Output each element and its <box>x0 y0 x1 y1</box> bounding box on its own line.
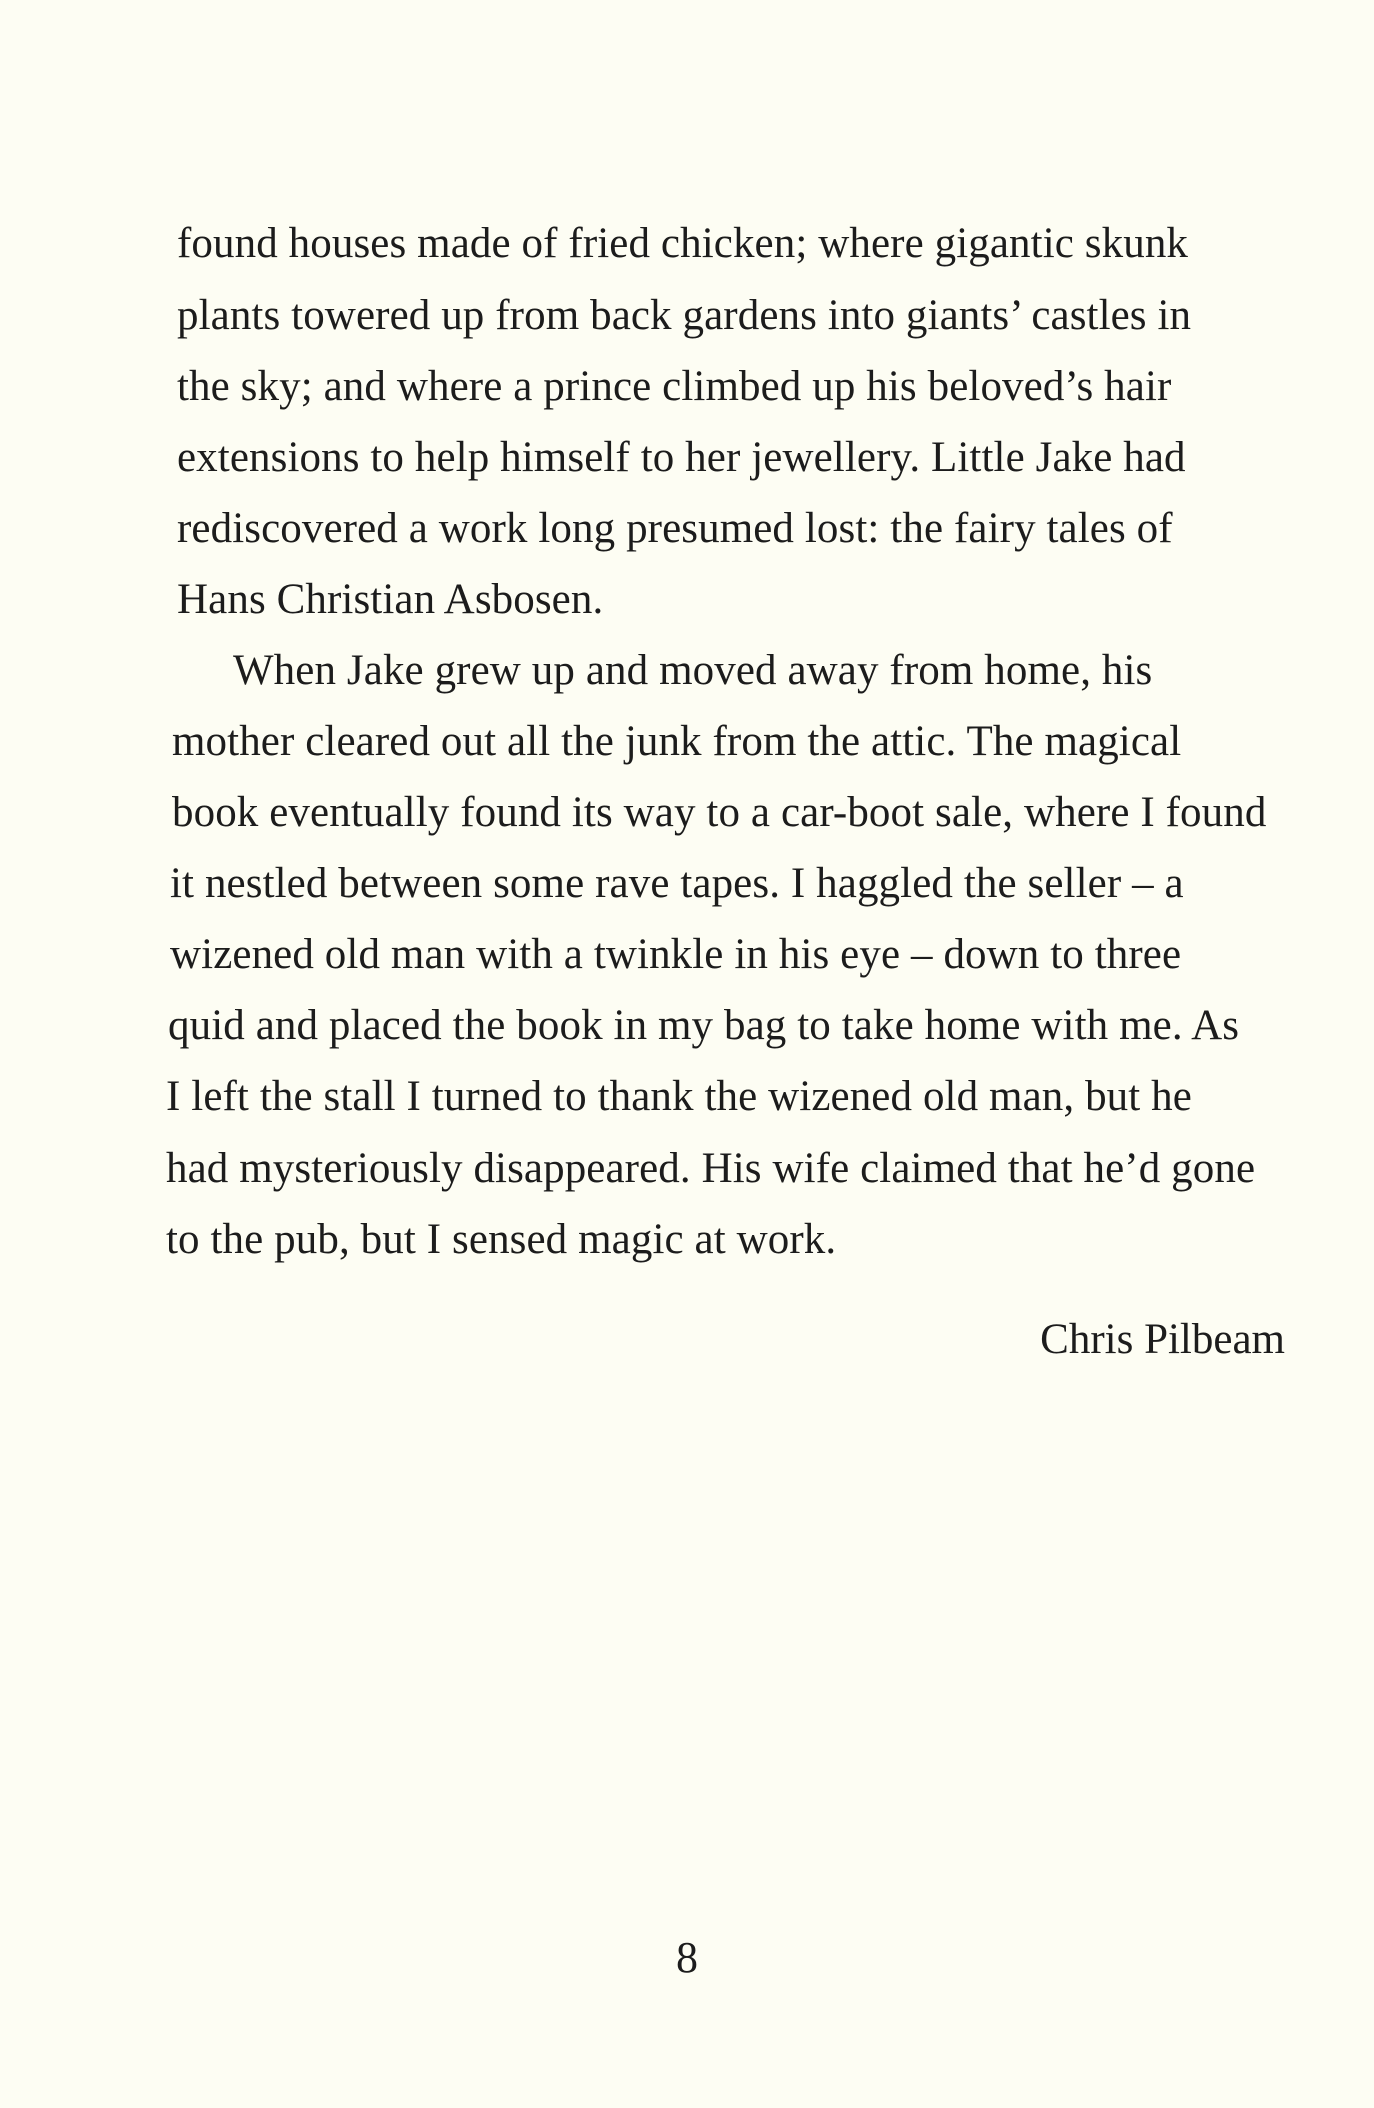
text-line: it nestled between some rave tapes. I haggled the seller – a <box>170 860 1184 907</box>
text-line: extensions to help himself to her jewellery. Little Jake had <box>177 434 1186 481</box>
text-line: Hans Christian Asbosen. <box>177 576 604 623</box>
text-line: mother cleared out all the junk from the attic. The magical <box>172 718 1182 765</box>
text-line: had mysteriously disappeared. His wife claimed that he’d gone <box>166 1145 1256 1192</box>
author-signature: Chris Pilbeam <box>1040 1316 1285 1363</box>
text-line: wizened old man with a twinkle in his eye – down to three <box>170 931 1182 978</box>
text-line: quid and placed the book in my bag to take home with me. As <box>168 1002 1240 1049</box>
text-line: the sky; and where a prince climbed up his beloved’s hair <box>177 363 1172 410</box>
page-number: 8 <box>676 1933 698 1982</box>
text-line: book eventually found its way to a car-boot sale, where I found <box>172 789 1267 836</box>
text-line: I left the stall I turned to thank the wizened old man, but he <box>166 1073 1192 1120</box>
text-line: found houses made of fried chicken; where gigantic skunk <box>177 220 1189 267</box>
paragraph-first-line: When Jake grew up and moved away from home, his <box>233 647 1153 694</box>
text-line: plants towered up from back gardens into giants’ castles in <box>177 292 1192 339</box>
text-line: rediscovered a work long presumed lost: the fairy tales of <box>177 505 1173 552</box>
text-line: to the pub, but I sensed magic at work. <box>166 1216 837 1263</box>
